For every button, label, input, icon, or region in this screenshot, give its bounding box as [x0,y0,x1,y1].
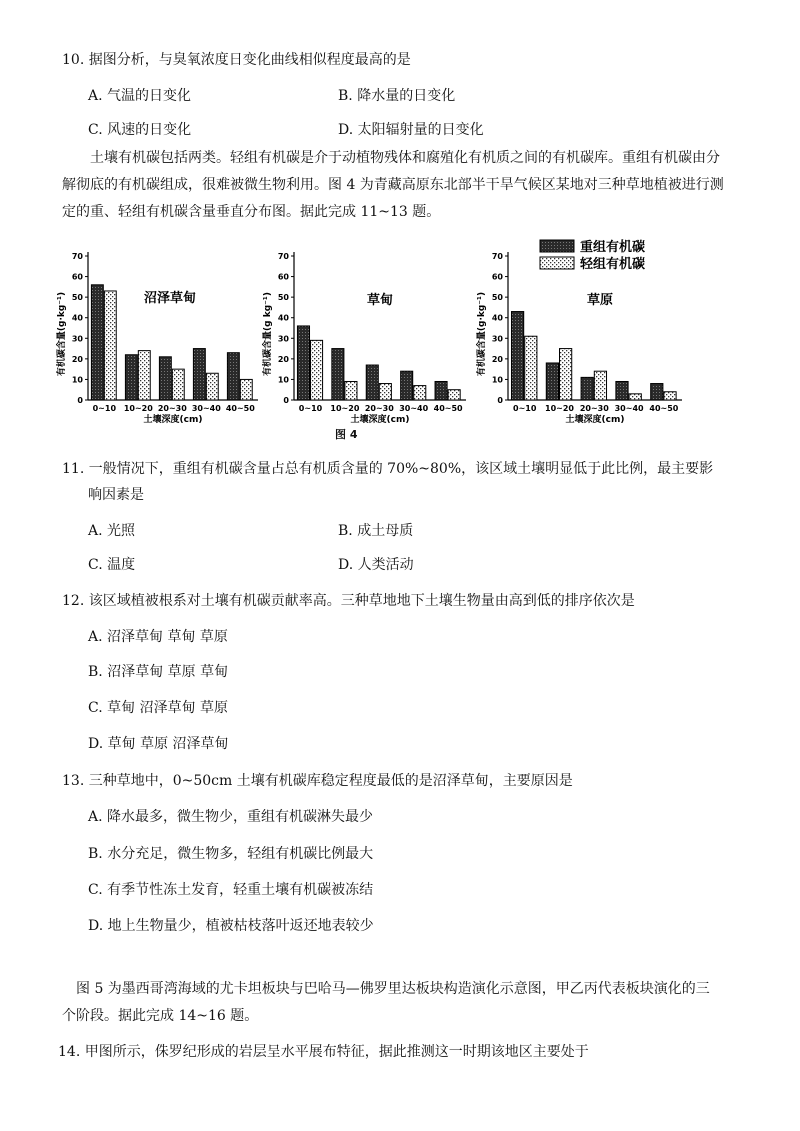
y-tick-label: 20 [277,354,289,364]
intro1-line3: 定的重、轻组有机碳含量垂直分布图。据此完成 11~13 题。 [62,204,441,220]
q10-option-c: C. 风速的日变化 [88,122,192,138]
y-tick-label: 10 [277,375,289,385]
y-tick-label: 30 [71,334,83,344]
bar-light-2 [172,369,184,400]
chart-title: 草甸 [366,293,394,308]
bar-light-2 [594,371,606,400]
chart-legend [540,239,645,272]
q11-option-d: D. 人类活动 [338,557,414,573]
y-tick-label: 10 [491,375,503,385]
x-tick-label: 0~10 [298,404,323,413]
x-tick-label: 10~20 [545,404,574,413]
x-tick-label: 30~40 [614,404,644,413]
q10-option-b: B. 降水量的日变化 [338,88,456,104]
q12-stem: 12. 该区域植被根系对土壤有机碳贡献率高。三种草地地下土壤生物量由高到低的排序依次是 [62,593,635,609]
y-tick-label: 30 [491,334,503,344]
bar-heavy-1 [546,363,558,400]
q11-option-c: C. 温度 [88,557,136,573]
intro1-line1: 土壤有机碳包括两类。轻组有机碳是介于动植物残体和腐殖化有机质之间的有机碳库。重组有机碳由分 [90,150,720,166]
y-tick-label: 70 [71,252,83,261]
bar-heavy-3 [616,381,628,400]
y-tick-label: 40 [71,313,83,323]
y-tick-label: 70 [491,252,503,261]
legend-light-label: 轻组有机碳 [580,257,646,272]
bar-light-0 [104,291,116,400]
bar-heavy-1 [125,355,137,400]
q13-option-c: C. 有季节性冻土发育，轻重土壤有机碳被冻结 [88,882,374,898]
y-axis-label: 有机碳含量(g·kg⁻¹) [57,291,67,377]
x-tick-label: 40~50 [433,404,463,413]
y-tick-label: 40 [277,313,289,323]
y-tick-label: 20 [71,354,83,364]
bar-light-4 [448,390,460,400]
chart-title: 沼泽草甸 [143,291,197,306]
figure-caption: 图 4 [335,428,358,441]
legend-heavy-label: 重组有机碳 [580,240,646,255]
y-axis-label: 有机碳含量(g kg⁻¹) [263,292,273,376]
y-axis-label: 有机碳含量(g·kg⁻¹) [477,291,487,377]
chart-meadow [261,252,466,425]
q14-stem: 14. 甲图所示，侏罗纪形成的岩层呈水平展布特征，据此推测这一时期该地区主要处于 [58,1044,589,1060]
intro2-line1: 图 5 为墨西哥湾海域的尤卡坦板块与巴哈马—佛罗里达板块构造演化示意图，甲乙丙代表板块演化的三 [76,981,710,997]
x-tick-label: 20~30 [157,404,187,413]
bar-light-1 [345,381,357,400]
y-tick-label: 0 [497,396,503,405]
y-tick-label: 60 [491,272,503,282]
x-tick-label: 0~10 [92,404,117,413]
q13-option-a: A. 降水最多，微生物少，重组有机碳淋失最少 [88,809,374,825]
y-tick-label: 30 [277,334,289,344]
x-tick-label: 20~30 [364,404,394,413]
y-tick-label: 60 [71,272,83,282]
x-axis-label: 土壤深度(cm) [143,415,203,425]
y-tick-label: 20 [491,354,503,364]
bar-light-3 [629,394,641,400]
bar-heavy-4 [435,381,447,400]
q10-stem: 10. 据图分析，与臭氧浓度日变化曲线相似程度最高的是 [62,52,411,68]
y-tick-label: 0 [77,396,83,405]
y-tick-label: 50 [277,293,289,303]
bar-heavy-4 [651,384,663,400]
q11-stem-line1: 11. 一般情况下，重组有机碳含量占总有机质含量的 70%~80%，该区域土壤明显低于此比例，最主要影 [62,461,714,477]
q10-option-a: A. 气温的日变化 [88,88,192,104]
x-tick-label: 10~20 [123,404,153,413]
bar-light-3 [414,386,426,400]
bar-heavy-2 [159,357,171,400]
y-tick-label: 70 [277,252,289,261]
y-tick-label: 50 [491,293,503,303]
q13-option-d: D. 地上生物量少，植被枯枝落叶返还地表较少 [88,918,374,934]
bar-heavy-3 [193,349,205,400]
chart-title: 草原 [586,293,614,308]
legend-heavy-swatch [540,240,574,252]
legend-light-swatch [540,257,574,269]
bar-light-1 [560,349,572,400]
q12-option-a: A. 沼泽草甸 草甸 草原 [88,629,228,645]
x-tick-label: 30~40 [191,404,221,413]
x-tick-label: 0~10 [513,404,537,413]
bar-heavy-0 [511,312,523,400]
bar-light-0 [311,340,323,400]
bar-heavy-2 [581,377,593,400]
x-tick-label: 40~50 [225,404,255,413]
chart-steppe [475,252,682,425]
x-tick-label: 40~50 [649,404,679,413]
bar-heavy-0 [297,326,309,400]
q11-stem-line2: 响因素是 [88,487,144,503]
q13-option-b: B. 水分充足，微生物多，轻组有机碳比例最大 [88,846,374,862]
y-tick-label: 60 [277,272,289,282]
bar-light-2 [379,384,391,400]
bar-light-0 [525,336,537,400]
bar-heavy-0 [91,285,103,400]
bar-light-3 [206,373,218,400]
intro2-line2: 个阶段。据此完成 14~16 题。 [62,1008,259,1024]
chart-marsh-meadow [55,252,258,425]
bar-light-4 [664,392,676,400]
q10-option-d: D. 太阳辐射量的日变化 [338,122,484,138]
q11-option-b: B. 成土母质 [338,523,414,539]
x-tick-label: 30~40 [399,404,429,413]
y-tick-label: 50 [71,293,83,303]
y-tick-label: 0 [283,396,289,405]
y-tick-label: 40 [491,313,503,323]
x-tick-label: 20~30 [579,404,609,413]
bar-light-1 [138,351,150,400]
q12-option-d: D. 草甸 草原 沼泽草甸 [88,736,229,752]
bar-heavy-1 [332,349,344,400]
x-axis-label: 土壤深度(cm) [565,415,625,425]
q12-option-c: C. 草甸 沼泽草甸 草原 [88,700,229,716]
figure-4 [40,232,720,444]
bar-light-4 [240,379,252,400]
y-tick-label: 10 [71,375,83,385]
intro1-line2: 解彻底的有机碳组成，很难被微生物利用。图 4 为青藏高原东北部半干旱气候区某地对三种草地植被进行测 [62,177,724,193]
bar-heavy-3 [401,371,413,400]
q12-option-b: B. 沼泽草甸 草原 草甸 [88,664,229,680]
q13-stem: 13. 三种草地中，0~50cm 土壤有机碳库稳定程度最低的是沼泽草甸，主要原因是 [62,773,573,789]
q11-option-a: A. 光照 [88,523,136,539]
x-tick-label: 10~20 [330,404,360,413]
bar-heavy-4 [227,353,239,400]
x-axis-label: 土壤深度(cm) [350,415,410,425]
bar-heavy-2 [366,365,378,400]
